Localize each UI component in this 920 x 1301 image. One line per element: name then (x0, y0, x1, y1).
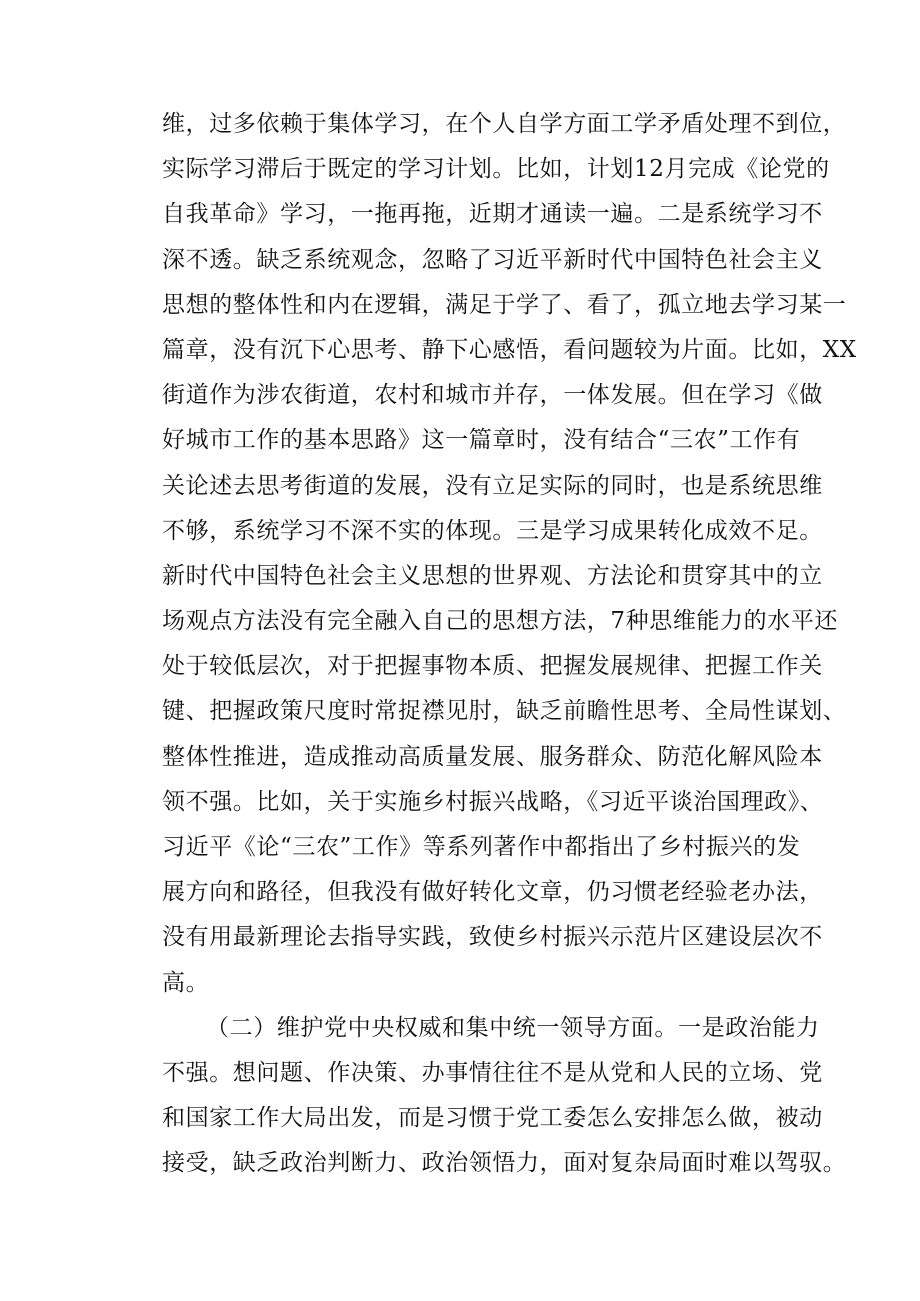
text-line: 没有用最新理论去指导实践，致使乡村振兴示范片区建设层次不 (162, 924, 823, 951)
text-line: 自我革命》学习，一拖再拖，近期才通读一遍。二是系统学习不 (162, 201, 823, 228)
text-line: 关论述去思考街道的发展，没有立足实际的同时，也是系统思维 (162, 472, 823, 499)
text-line: 不强。想问题、作决策、办事情往往不是从党和人民的立场、党 (162, 1059, 823, 1086)
text-line: 高。 (162, 969, 210, 996)
text-line: 键、把握政策尺度时常捉襟见肘，缺乏前瞻性思考、全局性谋划、 (162, 698, 847, 725)
text-line: 篇章，没有沉下心思考、静下心感悟，看问题较为片面。比如，XX (162, 336, 857, 363)
paragraph-2 (162, 1006, 847, 1187)
text-line: 街道作为涉农街道，农村和城市并存，一体发展。但在学习《做 (162, 382, 823, 409)
text-line: 新时代中国特色社会主义思想的世界观、方法论和贯穿其中的立 (162, 562, 823, 589)
text-line: （二）维护党中央权威和集中统一领导方面。一是政治能力 (206, 1014, 820, 1041)
text-line: 处于较低层次，对于把握事物本质、把握发展规律、把握工作关 (162, 653, 823, 680)
text-line: 领不强。比如，关于实施乡村振兴战略，《习近平谈治国理政》、 (162, 788, 824, 815)
text-line: 整体性推进，造成推动高质量发展、服务群众、防范化解风险本 (162, 743, 823, 770)
text-line: 维，过多依赖于集体学习，在个人自学方面工学矛盾处理不到位， (162, 111, 847, 137)
text-line: 习近平《论“三农”工作》等系列著作中都指出了乡村振兴的发 (162, 834, 801, 860)
text-line: 思想的整体性和内在逻辑，满足于学了、看了，孤立地去学习某一 (162, 291, 847, 318)
text-line: 好城市工作的基本思路》这一篇章时，没有结合“三农”工作有 (162, 427, 801, 454)
document-body (162, 102, 857, 1187)
text-line: 不够，系统学习不深不实的体现。三是学习成果转化成效不足。 (162, 517, 823, 544)
text-line: 接受，缺乏政治判断力、政治领悟力，面对复杂局面时难以驾驭。 (162, 1150, 847, 1177)
text-line: 场观点方法没有完全融入自己的思想方法，7种思维能力的水平还 (162, 608, 839, 635)
paragraph-1 (162, 102, 857, 1006)
text-line: 实际学习滞后于既定的学习计划。比如，计划12月完成《论党的 (162, 156, 830, 183)
text-line: 和国家工作大局出发，而是习惯于党工委怎么安排怎么做，被动 (162, 1105, 823, 1132)
text-line: 深不透。缺乏系统观念，忽略了习近平新时代中国特色社会主义 (162, 246, 823, 273)
text-line: 展方向和路径，但我没有做好转化文章，仍习惯老经验老办法， (162, 879, 823, 906)
